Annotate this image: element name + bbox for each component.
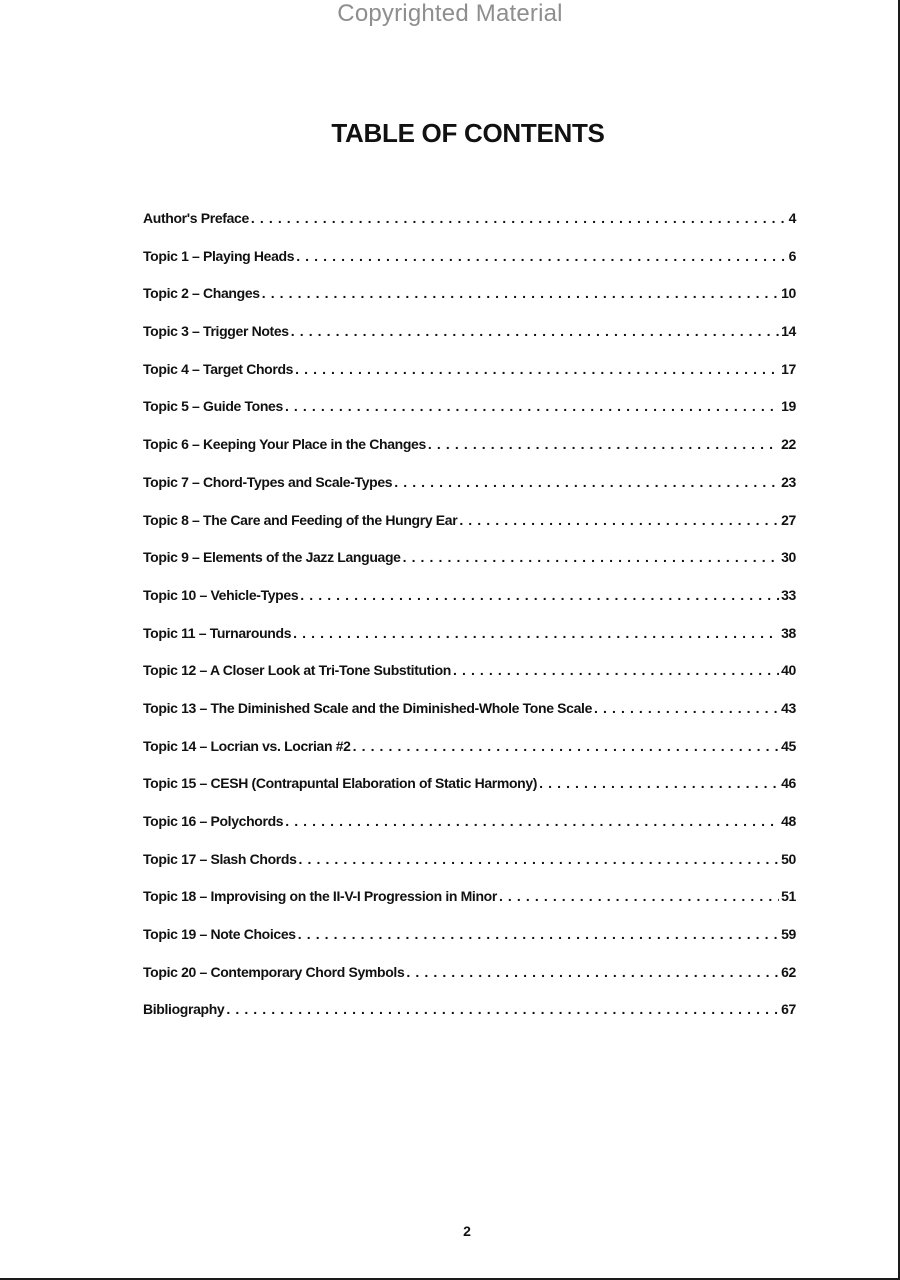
dot-leader — [300, 585, 779, 605]
dot-leader — [499, 886, 779, 906]
toc-entry-page: 40 — [781, 662, 796, 679]
toc-entry-topic-11 — [143, 623, 796, 661]
dot-leader — [299, 849, 780, 869]
page-number: 2 — [463, 1223, 471, 1239]
dot-leader — [459, 510, 779, 530]
dot-leader — [394, 472, 779, 492]
dot-leader — [406, 962, 779, 982]
dot-leader — [353, 736, 780, 756]
toc-entry-topic-6 — [143, 434, 796, 472]
page-title: TABLE OF CONTENTS — [331, 118, 605, 148]
toc-entry-page: 67 — [781, 1001, 796, 1018]
dot-leader — [285, 396, 779, 416]
toc-entry-topic-2 — [143, 283, 796, 321]
dot-leader — [251, 208, 787, 228]
toc-entry-topic-13 — [143, 698, 796, 736]
dot-leader — [291, 321, 779, 341]
dot-leader — [428, 434, 779, 454]
toc-entry-page: 27 — [781, 511, 796, 528]
dot-leader — [403, 547, 780, 567]
toc-list — [143, 208, 796, 1037]
toc-entry-page: 43 — [781, 699, 796, 716]
dot-leader — [295, 359, 779, 379]
toc-entry-title: Topic 3 – Trigger Notes — [143, 323, 289, 340]
toc-entry-topic-15 — [143, 773, 796, 811]
toc-entry-topic-14 — [143, 736, 796, 774]
toc-entry-page: 23 — [781, 473, 796, 490]
toc-entry-page: 19 — [781, 398, 796, 415]
toc-entry-bibliography — [143, 999, 796, 1037]
toc-entry-title: Topic 12 – A Closer Look at Tri-Tone Substitution — [143, 662, 451, 679]
toc-entry-page: 22 — [781, 436, 796, 453]
toc-entry-title: Topic 1 – Playing Heads — [143, 247, 295, 264]
dot-leader — [285, 811, 779, 831]
toc-entry-title: Topic 16 – Polychords — [143, 813, 284, 829]
toc-entry-topic-10 — [143, 585, 796, 623]
toc-entry-page: 51 — [781, 888, 796, 905]
toc-entry-title: Topic 18 – Improvising on the II-V-I Progression in Minor — [143, 888, 497, 905]
toc-entry-page: 17 — [781, 360, 796, 377]
toc-entry-title: Topic 6 – Keeping Your Place in the Changes — [143, 436, 426, 453]
toc-entry-title: Topic 4 – Target Chords — [143, 360, 294, 377]
toc-entry-topic-20 — [143, 962, 796, 1000]
toc-entry-page: 30 — [781, 549, 796, 566]
toc-entry-page: 50 — [781, 850, 796, 867]
dot-leader — [539, 773, 779, 793]
toc-entry-title: Topic 15 – CESH (Contrapuntal Elaboration of Static Harmony) — [143, 775, 538, 792]
toc-entry-topic-17 — [143, 849, 796, 887]
toc-entry-page: 33 — [781, 586, 796, 603]
toc-entry-title: Topic 11 – Turnarounds — [143, 624, 292, 641]
dot-leader — [594, 698, 779, 718]
toc-entry-topic-16 — [143, 811, 796, 849]
toc-entry-topic-18 — [143, 886, 796, 924]
toc-entry-topic-5 — [143, 396, 796, 434]
toc-entry-page: 14 — [781, 323, 796, 340]
toc-entry-title: Topic 20 – Contemporary Chord Symbols — [143, 963, 405, 980]
copyright-watermark: Copyrighted Material — [337, 0, 563, 27]
toc-entry-topic-1 — [143, 246, 796, 284]
toc-entry-topic-7 — [143, 472, 796, 510]
toc-entry-page: 6 — [788, 247, 796, 264]
toc-entry-page: 4 — [788, 210, 796, 226]
toc-entry-title: Topic 10 – Vehicle-Types — [143, 586, 299, 603]
dot-leader — [296, 246, 786, 266]
toc-entry-title: Topic 19 – Note Choices — [143, 926, 296, 943]
dot-leader — [298, 924, 779, 944]
toc-entry-title: Author's Preface — [143, 210, 249, 226]
toc-entry-title: Topic 9 – Elements of the Jazz Language — [143, 549, 401, 566]
toc-entry-title: Topic 7 – Chord-Types and Scale-Types — [143, 473, 393, 490]
toc-entry-title: Topic 13 – The Diminished Scale and the Diminished-Whole Tone Scale — [143, 699, 593, 716]
toc-entry-topic-19 — [143, 924, 796, 962]
toc-entry-title: Topic 17 – Slash Chords — [143, 850, 297, 867]
toc-entry-page: 46 — [781, 775, 796, 792]
toc-entry-page: 10 — [781, 285, 796, 302]
toc-entry-title: Topic 5 – Guide Tones — [143, 398, 283, 415]
toc-entry-topic-8 — [143, 510, 796, 548]
dot-leader — [226, 999, 779, 1019]
toc-entry-title: Topic 8 – The Care and Feeding of the Hungry Ear — [143, 511, 458, 528]
toc-entry-page: 48 — [781, 813, 796, 829]
dot-leader — [262, 283, 779, 303]
toc-entry-topic-12 — [143, 660, 796, 698]
dot-leader — [293, 623, 779, 643]
toc-entry-page: 45 — [781, 737, 796, 754]
toc-entry-title: Topic 14 – Locrian vs. Locrian #2 — [143, 737, 351, 754]
dot-leader — [453, 660, 779, 680]
toc-entry-topic-9 — [143, 547, 796, 585]
toc-entry-page: 62 — [781, 963, 796, 980]
toc-entry-page: 59 — [781, 926, 796, 943]
toc-entry-topic-3 — [143, 321, 796, 359]
toc-entry-topic-4 — [143, 359, 796, 397]
toc-entry-title: Bibliography — [143, 1001, 225, 1018]
toc-entry-authors-preface — [143, 208, 796, 246]
toc-entry-title: Topic 2 – Changes — [143, 285, 260, 302]
toc-entry-page: 38 — [781, 624, 796, 641]
